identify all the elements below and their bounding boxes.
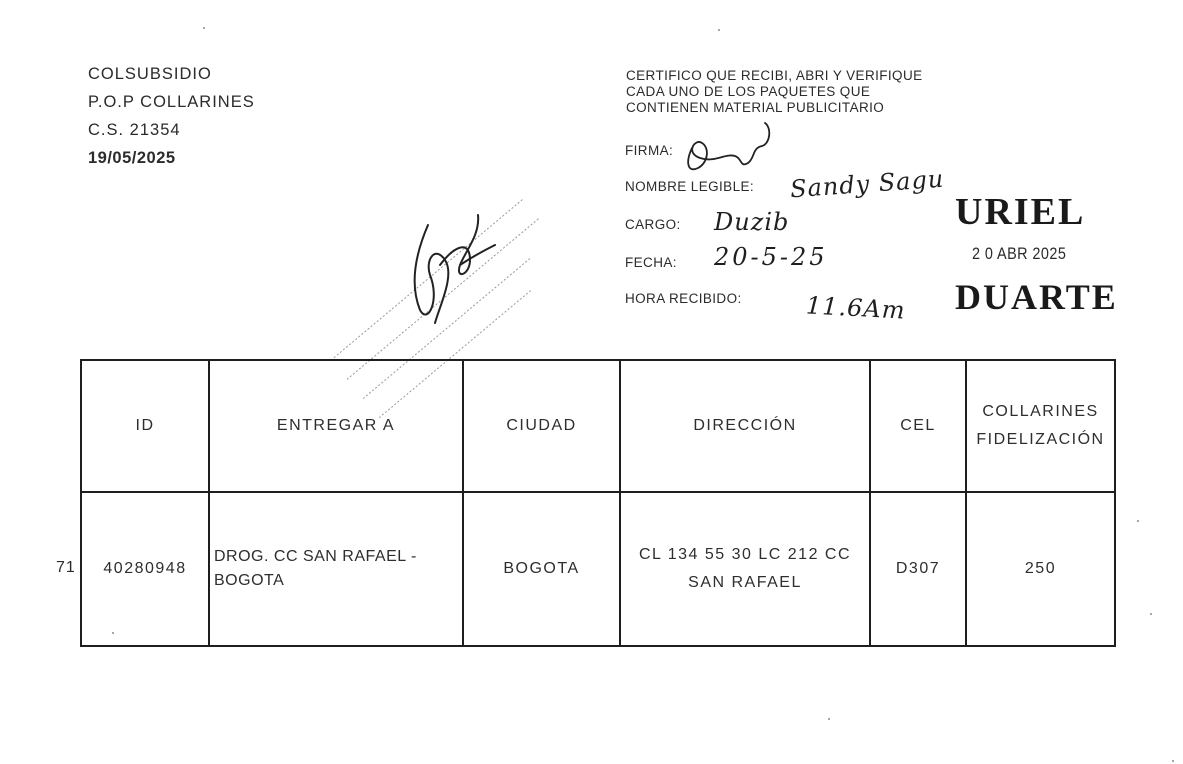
stamp-name-bottom: DUARTE <box>955 277 1118 317</box>
cert-line-1: CERTIFICO QUE RECIBI, ABRI Y VERIFIQUE <box>626 68 923 83</box>
hora-value: 11.6Am <box>805 291 907 325</box>
cell-ciudad: BOGOTA <box>463 492 620 646</box>
col-header-direccion: DIRECCIÓN <box>620 360 870 492</box>
scan-speck <box>1137 520 1139 522</box>
scan-mark <box>203 27 205 29</box>
cargo-label: CARGO: <box>625 217 681 232</box>
nombre-label: NOMBRE LEGIBLE: <box>625 179 755 194</box>
stamp-date: 2 0 ABR 2025 <box>972 244 1067 263</box>
row-number: 71 <box>56 559 76 576</box>
firma-label: FIRMA: <box>625 143 674 158</box>
cert-line-3: CONTIENEN MATERIAL PUBLICITARIO <box>626 100 885 115</box>
cell-cel: D307 <box>870 492 966 646</box>
table-header-row <box>81 360 1115 492</box>
col-header-cel: CEL <box>870 360 966 492</box>
order-code: C.S. 21354 <box>88 121 181 139</box>
certification-text <box>626 68 923 116</box>
scan-mark <box>718 29 720 31</box>
table-row <box>81 492 1115 646</box>
cell-collarines: 250 <box>966 492 1115 646</box>
scan-speck <box>1172 760 1174 762</box>
cell-entregar-a: DROG. CC SAN RAFAEL - BOGOTA <box>209 492 463 646</box>
col-header-id: ID <box>81 360 209 492</box>
cert-line-2: CADA UNO DE LOS PAQUETES QUE <box>626 84 871 99</box>
document-date: 19/05/2025 <box>88 149 176 167</box>
col-header-collarines: COLLARINES FIDELIZACIÓN <box>966 360 1115 492</box>
product-name: P.O.P COLLARINES <box>88 93 255 111</box>
col-header-ciudad: CIUDAD <box>463 360 620 492</box>
hora-label: HORA RECIBIDO: <box>625 291 742 306</box>
col-header-entregar-a: ENTREGAR A <box>209 360 463 492</box>
firma-signature <box>680 118 790 178</box>
center-signature <box>400 205 510 335</box>
cell-direccion: CL 134 55 30 LC 212 CC SAN RAFAEL <box>620 492 870 646</box>
cargo-value: Duzib <box>714 208 790 236</box>
header-left <box>88 60 255 172</box>
scan-speck <box>1150 613 1152 615</box>
nombre-value: Sandy Sagu <box>789 164 946 204</box>
fecha-label: FECHA: <box>625 255 677 270</box>
scan-speck <box>112 632 114 634</box>
scan-speck <box>828 718 830 720</box>
company-name: COLSUBSIDIO <box>88 65 212 83</box>
delivery-table <box>80 359 1116 647</box>
fecha-value: 20-5-25 <box>714 243 828 271</box>
stamp-name-top: URIEL <box>955 191 1086 233</box>
cell-id: 40280948 <box>81 492 209 646</box>
